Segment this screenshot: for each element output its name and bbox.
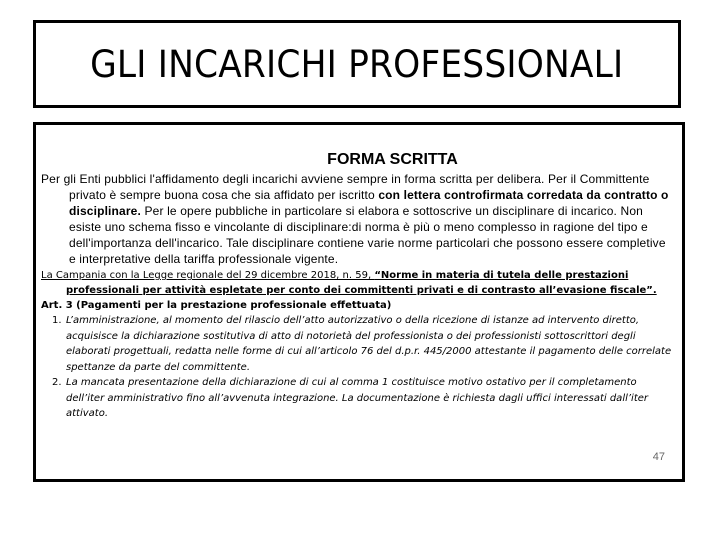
content-box	[33, 122, 685, 482]
article-item-text: La mancata presentazione della dichiarazione di cui al comma 1 costituisce motivo ostativo per il completamento dell’iter amministrativo fino all’avvenuta integrazione. La documentazione è richiesta dagli uffici interessati dall’iter attivato.	[66, 377, 649, 419]
intro-bold: con lettera controfirmata corredata da contratto o disciplinare.	[69, 188, 669, 218]
article-item	[52, 313, 674, 375]
title-box	[33, 20, 681, 108]
article-list	[41, 313, 674, 422]
article-item-number: 2.	[52, 377, 62, 388]
intro-text-a: Per gli Enti pubblici l'affidamento degli incarichi avviene sempre in forma scritta per delibera. Per il Committente privato è sempre buona cosa che sia affidato per iscritto	[41, 172, 650, 202]
law-title: “Norme in materia di tutela delle prestazioni professionali per attività espletate per conto dei committenti privati e di contrasto all’evasione fiscale”.	[66, 270, 657, 296]
law-text-a: La Campania con la Legge regionale del 29 dicembre 2018, n. 59,	[41, 270, 375, 281]
slide-title: GLI INCARICHI PROFESSIONALI	[90, 42, 624, 86]
article-item	[52, 375, 674, 422]
intro-paragraph	[41, 171, 674, 267]
article-item-number: 1.	[52, 315, 62, 326]
page-number: 47	[652, 451, 665, 463]
article-title: Art. 3 (Pagamenti per la prestazione professionale effettuata)	[41, 300, 392, 311]
section-subtitle: FORMA SCRITTA	[327, 151, 458, 168]
intro-text-b: Per le opere pubbliche in particolare si elabora e sottoscrive un disciplinare di incarico. Non esiste uno schema fisso e vincolante di disciplinare:di norma è più o meno complesso in ragione del tipo e dell'importanza dell'incarico. Tale disciplinare contiene varie norme particolari che possono essere completive e interpretative della tariffa professionale vigente.	[69, 204, 666, 266]
article-item-text: L’amministrazione, al momento del rilascio dell’atto autorizzativo o della ricezione di istanze ad intervento diretto, acquisisce la dichiarazione sostitutiva di atto di notorietà del professionista o dei professionisti sottoscrittori degli elaborati progettuali, redatta nelle forme di cui all’articolo 76 del d.p.r. 445/2000 attestante il pagamento delle correlate spettanze da parte del committente.	[66, 315, 672, 373]
law-reference	[41, 268, 674, 298]
